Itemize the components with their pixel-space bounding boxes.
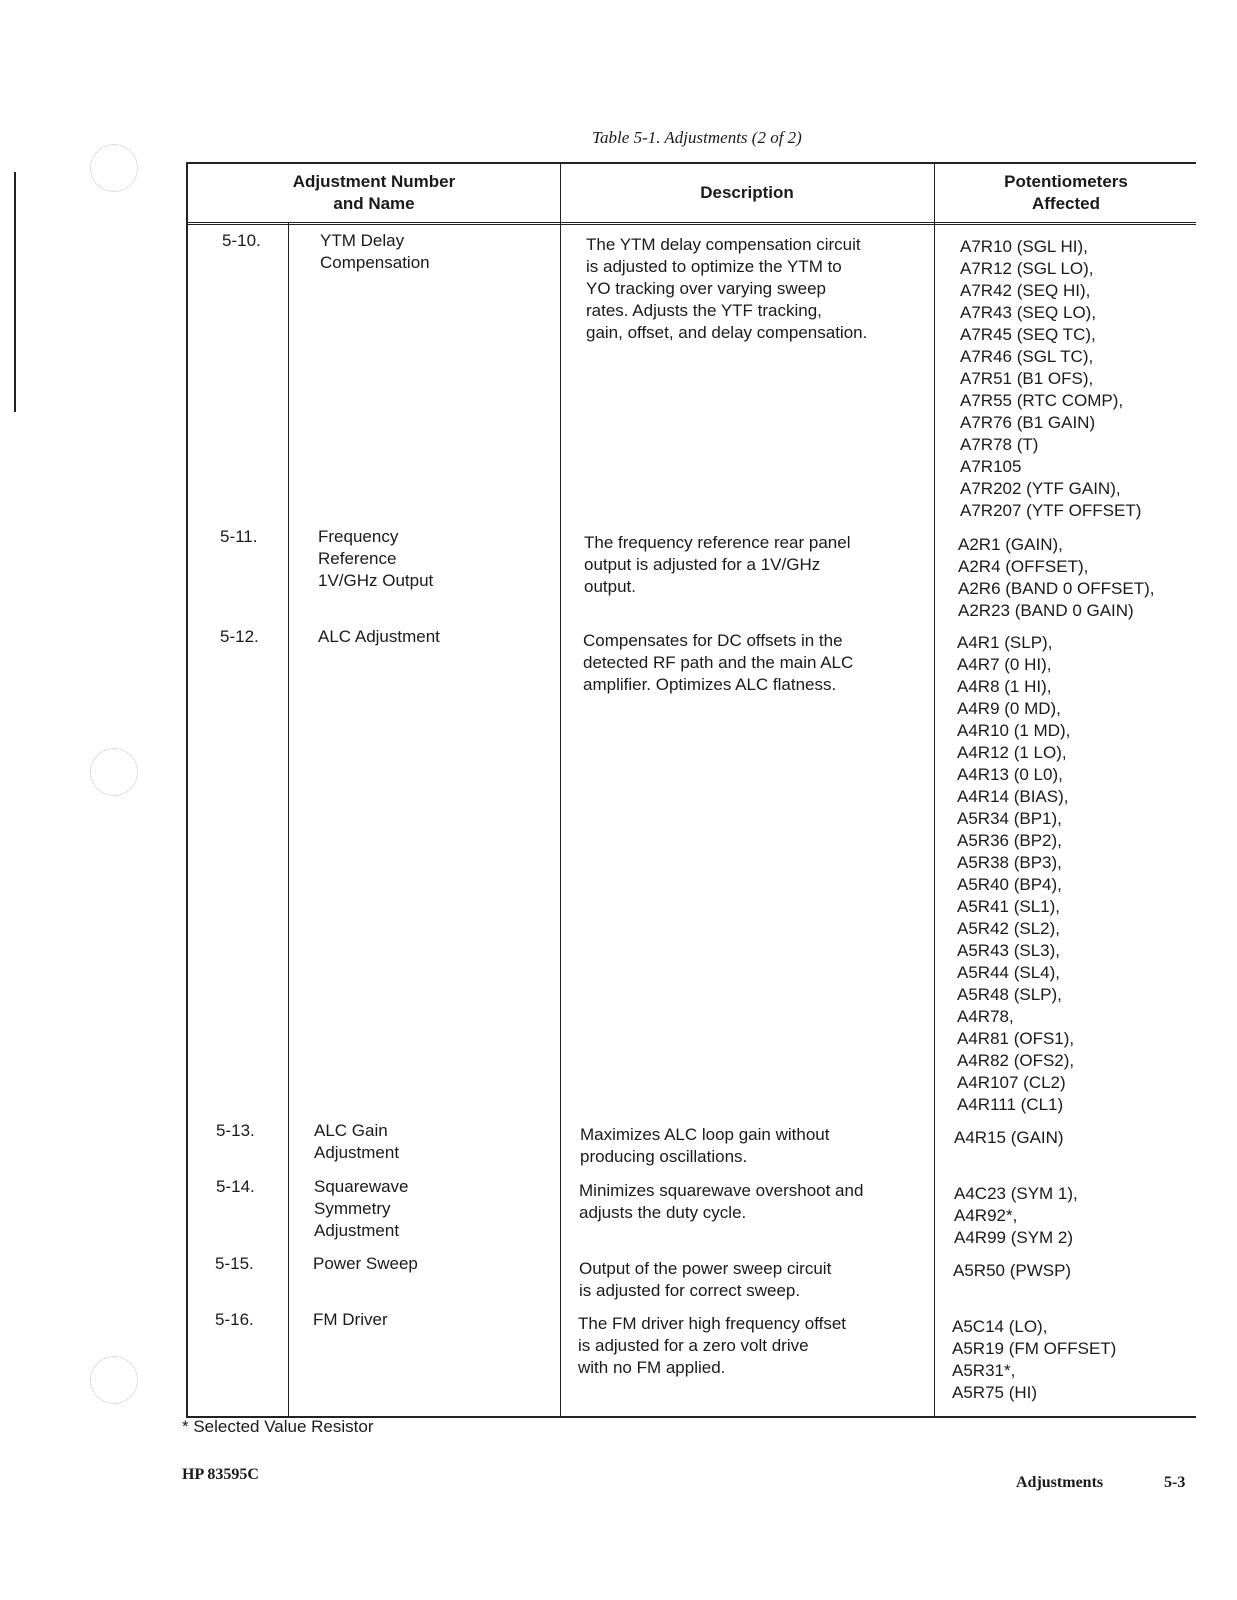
punch-hole-bottom xyxy=(90,1356,138,1404)
row-name: ALC Adjustment xyxy=(318,627,440,646)
row-description: The FM driver high frequency offset is adjusted for a zero volt drive with no FM applied. xyxy=(578,1314,847,1377)
row-name: Power Sweep xyxy=(313,1254,418,1273)
row-number: 5-16. xyxy=(215,1310,254,1329)
divider-description xyxy=(560,164,561,1416)
row-name: FM Driver xyxy=(313,1310,388,1329)
row-name: YTM Delay Compensation xyxy=(320,231,430,272)
row-potentiometers: A7R10 (SGL HI), A7R12 (SGL LO), A7R42 (SEQ HI), A7R43 (SEQ LO), A7R45 (SEQ TC), A7R46 (SGL TC), A7R51 (B1 OFS), A7R55 (RTC COMP), A7R76 (B1 GAIN) A7R78 (T) A7R105 A7R202 (YTF GAIN), A7R207 (YTF OFFSET) xyxy=(960,237,1142,520)
punch-hole-top xyxy=(90,144,138,192)
divider-number-name xyxy=(288,222,289,1416)
table-caption: Table 5-1. Adjustments (2 of 2) xyxy=(592,128,802,147)
margin-change-bar xyxy=(14,172,16,412)
row-description: Maximizes ALC loop gain without producing oscillations. xyxy=(580,1125,830,1166)
footer-section: Adjustments xyxy=(1016,1474,1104,1491)
row-potentiometers: A5R50 (PWSP) xyxy=(953,1261,1072,1280)
row-description: Output of the power sweep circuit is adjusted for correct sweep. xyxy=(579,1259,832,1300)
table-header xyxy=(188,164,1196,225)
row-name: ALC Gain Adjustment xyxy=(314,1121,400,1162)
row-potentiometers: A4R1 (SLP), A4R7 (0 HI), A4R8 (1 HI), A4R9 (0 MD), A4R10 (1 MD), A4R12 (1 LO), A4R13 (0 L0), A4R14 (BIAS), A5R34 (BP1), A5R36 (BP2), A5R38 (BP3), A5R40 (BP4), A5R41 (SL1), A5R42 (SL2), A5R43 (SL3), A5R44 (SL4), A5R48 (SLP), A4R78, A4R81 (OFS1), A4R82 (OFS2), A4R107 (CL2) A4R111 (CL1) xyxy=(957,633,1075,1114)
divider-potentiometers xyxy=(934,164,935,1416)
punch-hole-middle xyxy=(90,748,138,796)
row-number: 5-11. xyxy=(220,527,258,546)
row-description: Minimizes squarewave overshoot and adjusts the duty cycle. xyxy=(579,1181,864,1222)
header-description: Description xyxy=(700,183,794,202)
row-number: 5-13. xyxy=(216,1121,255,1140)
footer-model: HP 83595C xyxy=(182,1466,259,1483)
row-name: Squarewave Symmetry Adjustment xyxy=(314,1177,409,1240)
row-description: Compensates for DC offsets in the detected RF path and the main ALC amplifier. Optimizes ALC flatness. xyxy=(583,631,854,694)
row-description: The frequency reference rear panel output is adjusted for a 1V/GHz output. xyxy=(584,533,851,596)
row-potentiometers: A4C23 (SYM 1), A4R92*, A4R99 (SYM 2) xyxy=(954,1184,1078,1247)
adjustments-table xyxy=(186,162,1196,1418)
header-number-name: Adjustment Number and Name xyxy=(292,172,456,213)
footer-page-number: 5-3 xyxy=(1164,1474,1186,1491)
row-number: 5-10. xyxy=(222,231,261,250)
row-number: 5-14. xyxy=(216,1177,255,1196)
row-name: Frequency Reference 1V/GHz Output xyxy=(318,527,434,590)
row-number: 5-12. xyxy=(220,627,259,646)
row-description: The YTM delay compensation circuit is adjusted to optimize the YTM to YO tracking over varying sweep rates. Adjusts the YTF tracking, gain, offset, and delay compensation. xyxy=(586,235,868,342)
row-potentiometers: A4R15 (GAIN) xyxy=(954,1128,1064,1147)
row-number: 5-15. xyxy=(215,1254,254,1273)
row-potentiometers: A2R1 (GAIN), A2R4 (OFFSET), A2R6 (BAND 0 OFFSET), A2R23 (BAND 0 GAIN) xyxy=(958,535,1155,620)
row-potentiometers: A5C14 (LO), A5R19 (FM OFFSET) A5R31*, A5R75 (HI) xyxy=(952,1317,1117,1402)
footnote: * Selected Value Resistor xyxy=(182,1417,374,1436)
header-potentiometers: Potentiometers Affected xyxy=(1004,172,1128,213)
